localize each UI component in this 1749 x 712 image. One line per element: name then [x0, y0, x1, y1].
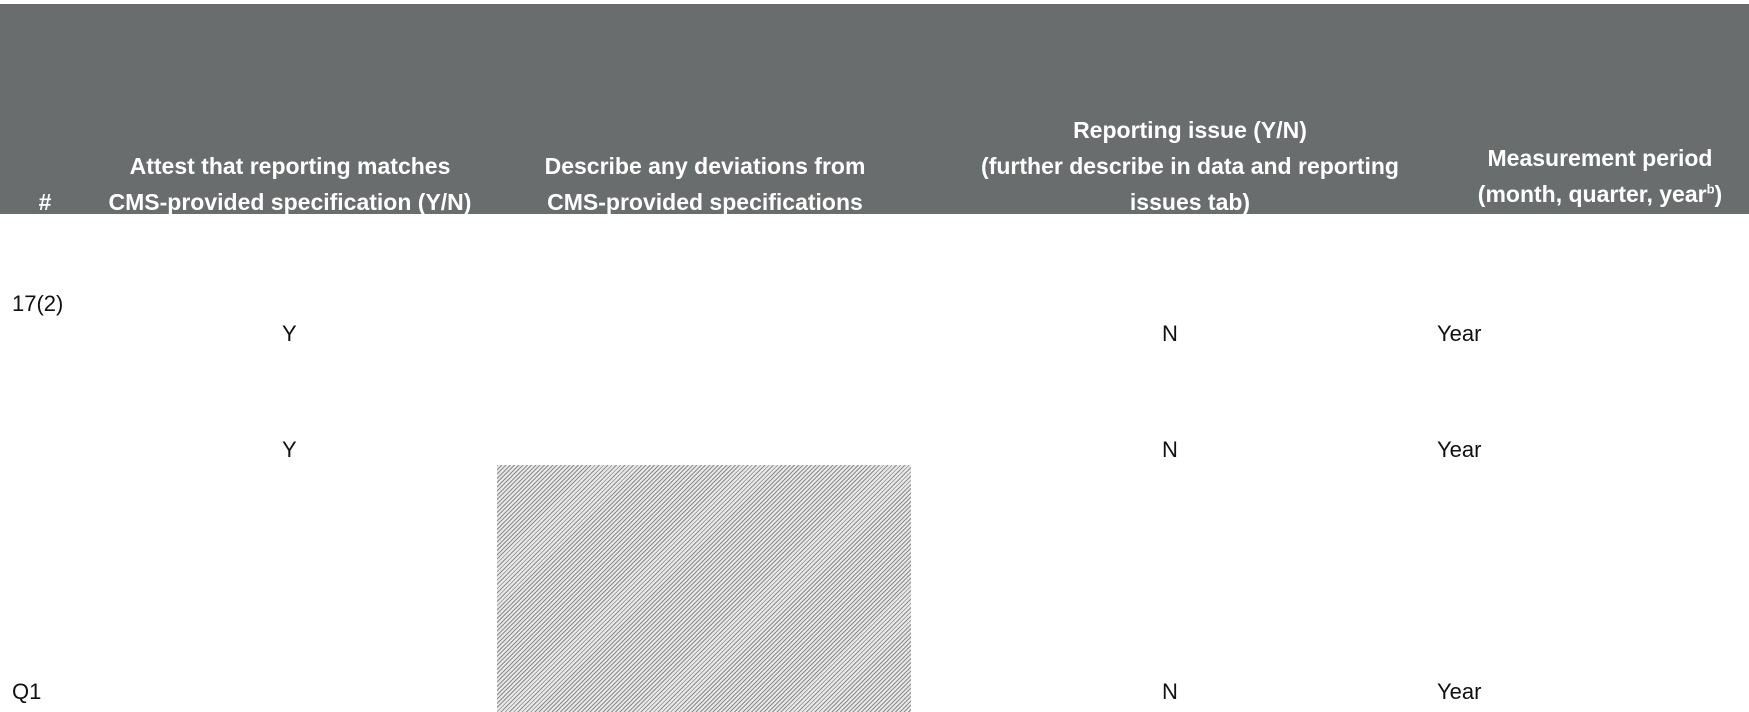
reporting-issue-cell: N	[1162, 679, 1178, 704]
header-measurement-line-2	[1450, 176, 1749, 212]
header-reporting-line-3: issues tab)	[1129, 189, 1251, 215]
header-attest	[90, 148, 490, 220]
header-describe-line-1: Describe any deviations from	[544, 153, 866, 179]
shaded-describe-cell	[497, 465, 911, 712]
measurement-period-cell: Year	[1437, 321, 1482, 346]
attest-cell: Y	[282, 321, 297, 346]
footnote-marker: b	[1706, 181, 1715, 197]
header-describe-line-2: CMS-provided specifications	[547, 189, 863, 215]
header-describe	[520, 148, 890, 220]
header-measurement-line-1: Measurement period	[1487, 145, 1713, 171]
header-attest-line-2: CMS-provided specification (Y/N)	[108, 189, 472, 215]
measurement-period-cell: Year	[1437, 679, 1482, 704]
reporting-issue-cell: N	[1162, 437, 1178, 462]
header-measurement-close: )	[1714, 181, 1723, 207]
attest-cell: Y	[282, 437, 297, 462]
header-number-text: #	[38, 189, 52, 215]
reporting-issue-cell: N	[1162, 321, 1178, 346]
measurement-period-cell: Year	[1437, 437, 1482, 462]
table-header	[0, 4, 1749, 214]
header-reporting-line-2: (further describe in data and reporting	[981, 153, 1399, 179]
header-reporting-line-1: Reporting issue (Y/N)	[1073, 117, 1307, 143]
header-measurement-period	[1450, 140, 1749, 212]
row-label-17-2: 17(2)	[12, 291, 64, 316]
header-number	[30, 184, 60, 220]
header-attest-line-1: Attest that reporting matches	[129, 153, 451, 179]
header-measurement-main: (month, quarter, year	[1477, 181, 1707, 207]
row-label-q1: Q1	[12, 679, 42, 704]
header-reporting-issue	[930, 112, 1450, 220]
